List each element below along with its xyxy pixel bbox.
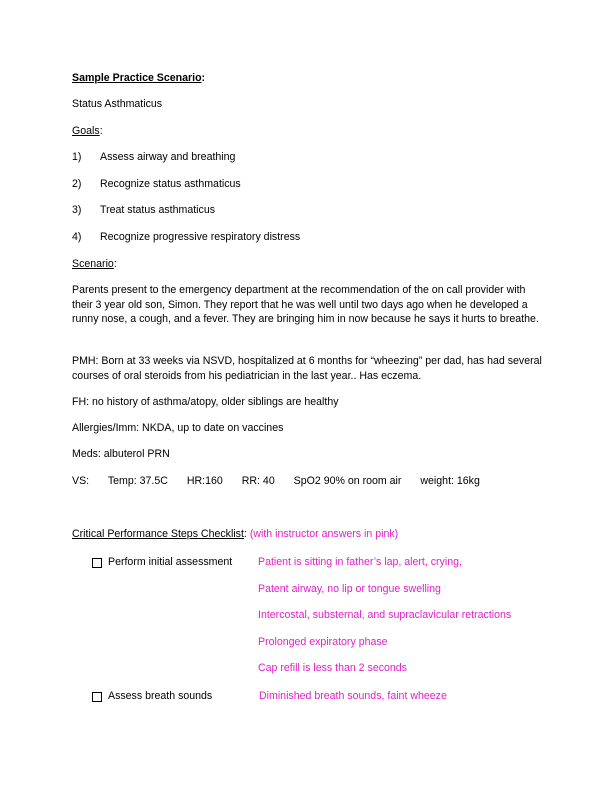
goal-text: Recognize progressive respiratory distress <box>100 231 301 243</box>
checklist-heading-text: Critical Performance Steps Checklist <box>72 528 244 540</box>
vital-signs <box>72 475 496 488</box>
scenario-heading-text: Scenario <box>72 258 114 270</box>
allergies-immunizations: Allergies/Imm: NKDA, up to date on vaccines <box>72 422 284 434</box>
vitals-temp: Temp: 37.5C <box>107 475 168 487</box>
checklist-close-paren: ) <box>394 528 399 540</box>
checklist-note: with instructor answers in pink <box>253 528 395 540</box>
scenario-heading <box>72 258 117 271</box>
pmh-paragraph: PMH: Born at 33 weeks via NSVD, hospitalized at 6 months for “wheezing” per dad, has had several courses of oral steroids from his pediatrician in the last year.. Has eczema. <box>72 355 542 382</box>
goal-text: Assess airway and breathing <box>100 151 236 163</box>
goal-text: Recognize status asthmaticus <box>100 178 241 190</box>
vitals-weight: weight: 16kg <box>420 475 480 487</box>
page-title-text: Sample Practice Scenario <box>72 72 202 84</box>
page-title <box>72 72 205 85</box>
step-checkbox[interactable] <box>92 558 102 568</box>
checklist-heading-colon: : <box>243 528 250 540</box>
answer-text: Patent airway, no lip or tongue swelling <box>258 583 441 595</box>
goals-heading <box>72 125 103 138</box>
vitals-rr: RR: 40 <box>241 475 275 487</box>
goal-number: 2) <box>72 178 82 190</box>
scenario-heading-colon: : <box>113 258 117 270</box>
vitals-label: VS: <box>72 475 90 487</box>
page-title-colon: : <box>201 72 206 84</box>
answer-text: Diminished breath sounds, faint wheeze <box>259 690 447 702</box>
answer-text: Prolonged expiratory phase <box>258 636 388 648</box>
step-label: Perform initial assessment <box>108 556 233 568</box>
step-checkbox[interactable] <box>92 692 102 702</box>
answer-text: Patient is sitting in father’s lap, alert, crying, <box>258 556 462 568</box>
goals-heading-colon: : <box>99 125 103 137</box>
goal-number: 3) <box>72 204 82 216</box>
goals-heading-text: Goals <box>72 125 100 137</box>
vitals-spo2: SpO2 90% on room air <box>293 475 402 487</box>
vitals-hr: HR:160 <box>186 475 223 487</box>
checklist-heading <box>72 528 398 541</box>
goal-number: 4) <box>72 231 82 243</box>
answer-text: Cap refill is less than 2 seconds <box>258 662 407 674</box>
goal-text: Treat status asthmaticus <box>100 204 216 216</box>
family-history: FH: no history of asthma/atopy, older siblings are healthy <box>72 396 339 408</box>
medications: Meds: albuterol PRN <box>72 448 170 460</box>
answer-text: Intercostal, substernal, and supraclavicular retractions <box>258 609 512 621</box>
step-label: Assess breath sounds <box>108 690 213 702</box>
scenario-paragraph: Parents present to the emergency department at the recommendation of the on call provider with their 3 year old son, Simon. They report that he was well until two days ago when he developed a runny nose, a cough, and a fever. They are bringing him in now because he says it hurts to breathe. <box>72 284 539 325</box>
scenario-topic: Status Asthmaticus <box>72 98 163 110</box>
checklist-open-paren: ( <box>249 528 254 540</box>
goal-number: 1) <box>72 151 82 163</box>
